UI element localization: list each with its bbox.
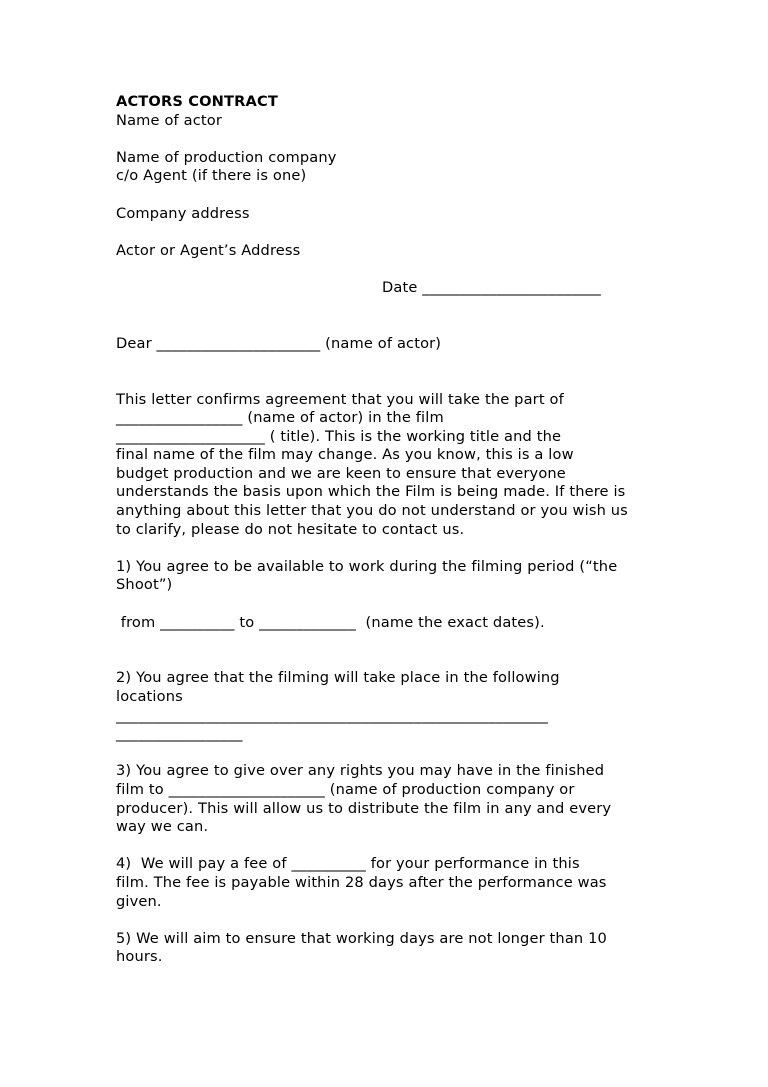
- clause-5: [116, 930, 656, 967]
- clause-2-blank-line: _________________: [116, 725, 243, 743]
- document-body: [116, 93, 656, 986]
- production-company: Name of production company: [116, 148, 337, 166]
- clause-1-line: 1) You agree to be available to work during the filming period (“the: [116, 557, 618, 575]
- document-title: ACTORS CONTRACT: [116, 93, 278, 110]
- clause-3-line: way we can.: [116, 818, 209, 836]
- clause-1: [116, 558, 656, 595]
- intro-line: understands the basis upon which the Film is being made. If there is: [116, 483, 626, 501]
- company-address: Company address: [116, 204, 250, 222]
- clause-5-line: hours.: [116, 948, 163, 966]
- intro-line: ____________________ ( title). This is the working title and the: [116, 427, 562, 445]
- clause-3-line: 3) You agree to give over any rights you may have in the finished: [116, 762, 605, 780]
- clause-4-line: 4) We will pay a fee of __________ for your performance in this: [116, 855, 580, 873]
- clause-3-line: producer). This will allow us to distribute the film in any and every: [116, 799, 612, 817]
- intro-line: final name of the film may change. As you know, this is a low: [116, 446, 574, 464]
- date-line: Date ________________________: [382, 278, 601, 296]
- clause-1-line: Shoot”): [116, 576, 173, 594]
- salutation: Dear ______________________ (name of actor): [116, 334, 442, 352]
- clause-1-dates-line: from __________ to _____________ (name the exact dates).: [116, 613, 545, 631]
- actor-address: Actor or Agent’s Address: [116, 241, 301, 259]
- clause-5-line: 5) We will aim to ensure that working days are not longer than 10: [116, 929, 607, 947]
- agent-line: c/o Agent (if there is one): [116, 167, 307, 185]
- intro-line: budget production and we are keen to ensure that everyone: [116, 464, 566, 482]
- clause-2-line: 2) You agree that the filming will take place in the following: [116, 669, 560, 687]
- clause-2-blank-line: __________________________________________________________: [116, 706, 548, 724]
- intro-line: anything about this letter that you do not understand or you wish us: [116, 502, 628, 520]
- clause-3-line: film to _____________________ (name of production company or: [116, 780, 575, 798]
- clause-2: [116, 669, 656, 743]
- clause-1-dates: [116, 614, 656, 633]
- intro-paragraph: [116, 391, 656, 540]
- intro-line: to clarify, please do not hesitate to contact us.: [116, 520, 465, 538]
- intro-line: This letter confirms agreement that you will take the part of: [116, 390, 564, 408]
- clause-4-line: given.: [116, 892, 162, 910]
- name-of-actor: Name of actor: [116, 111, 222, 129]
- clause-3: [116, 762, 656, 836]
- clause-4-line: film. The fee is payable within 28 days after the performance was: [116, 873, 607, 891]
- clause-2-line: locations: [116, 688, 183, 705]
- intro-line: _________________ (name of actor) in the film: [116, 409, 444, 427]
- clause-4: [116, 855, 656, 911]
